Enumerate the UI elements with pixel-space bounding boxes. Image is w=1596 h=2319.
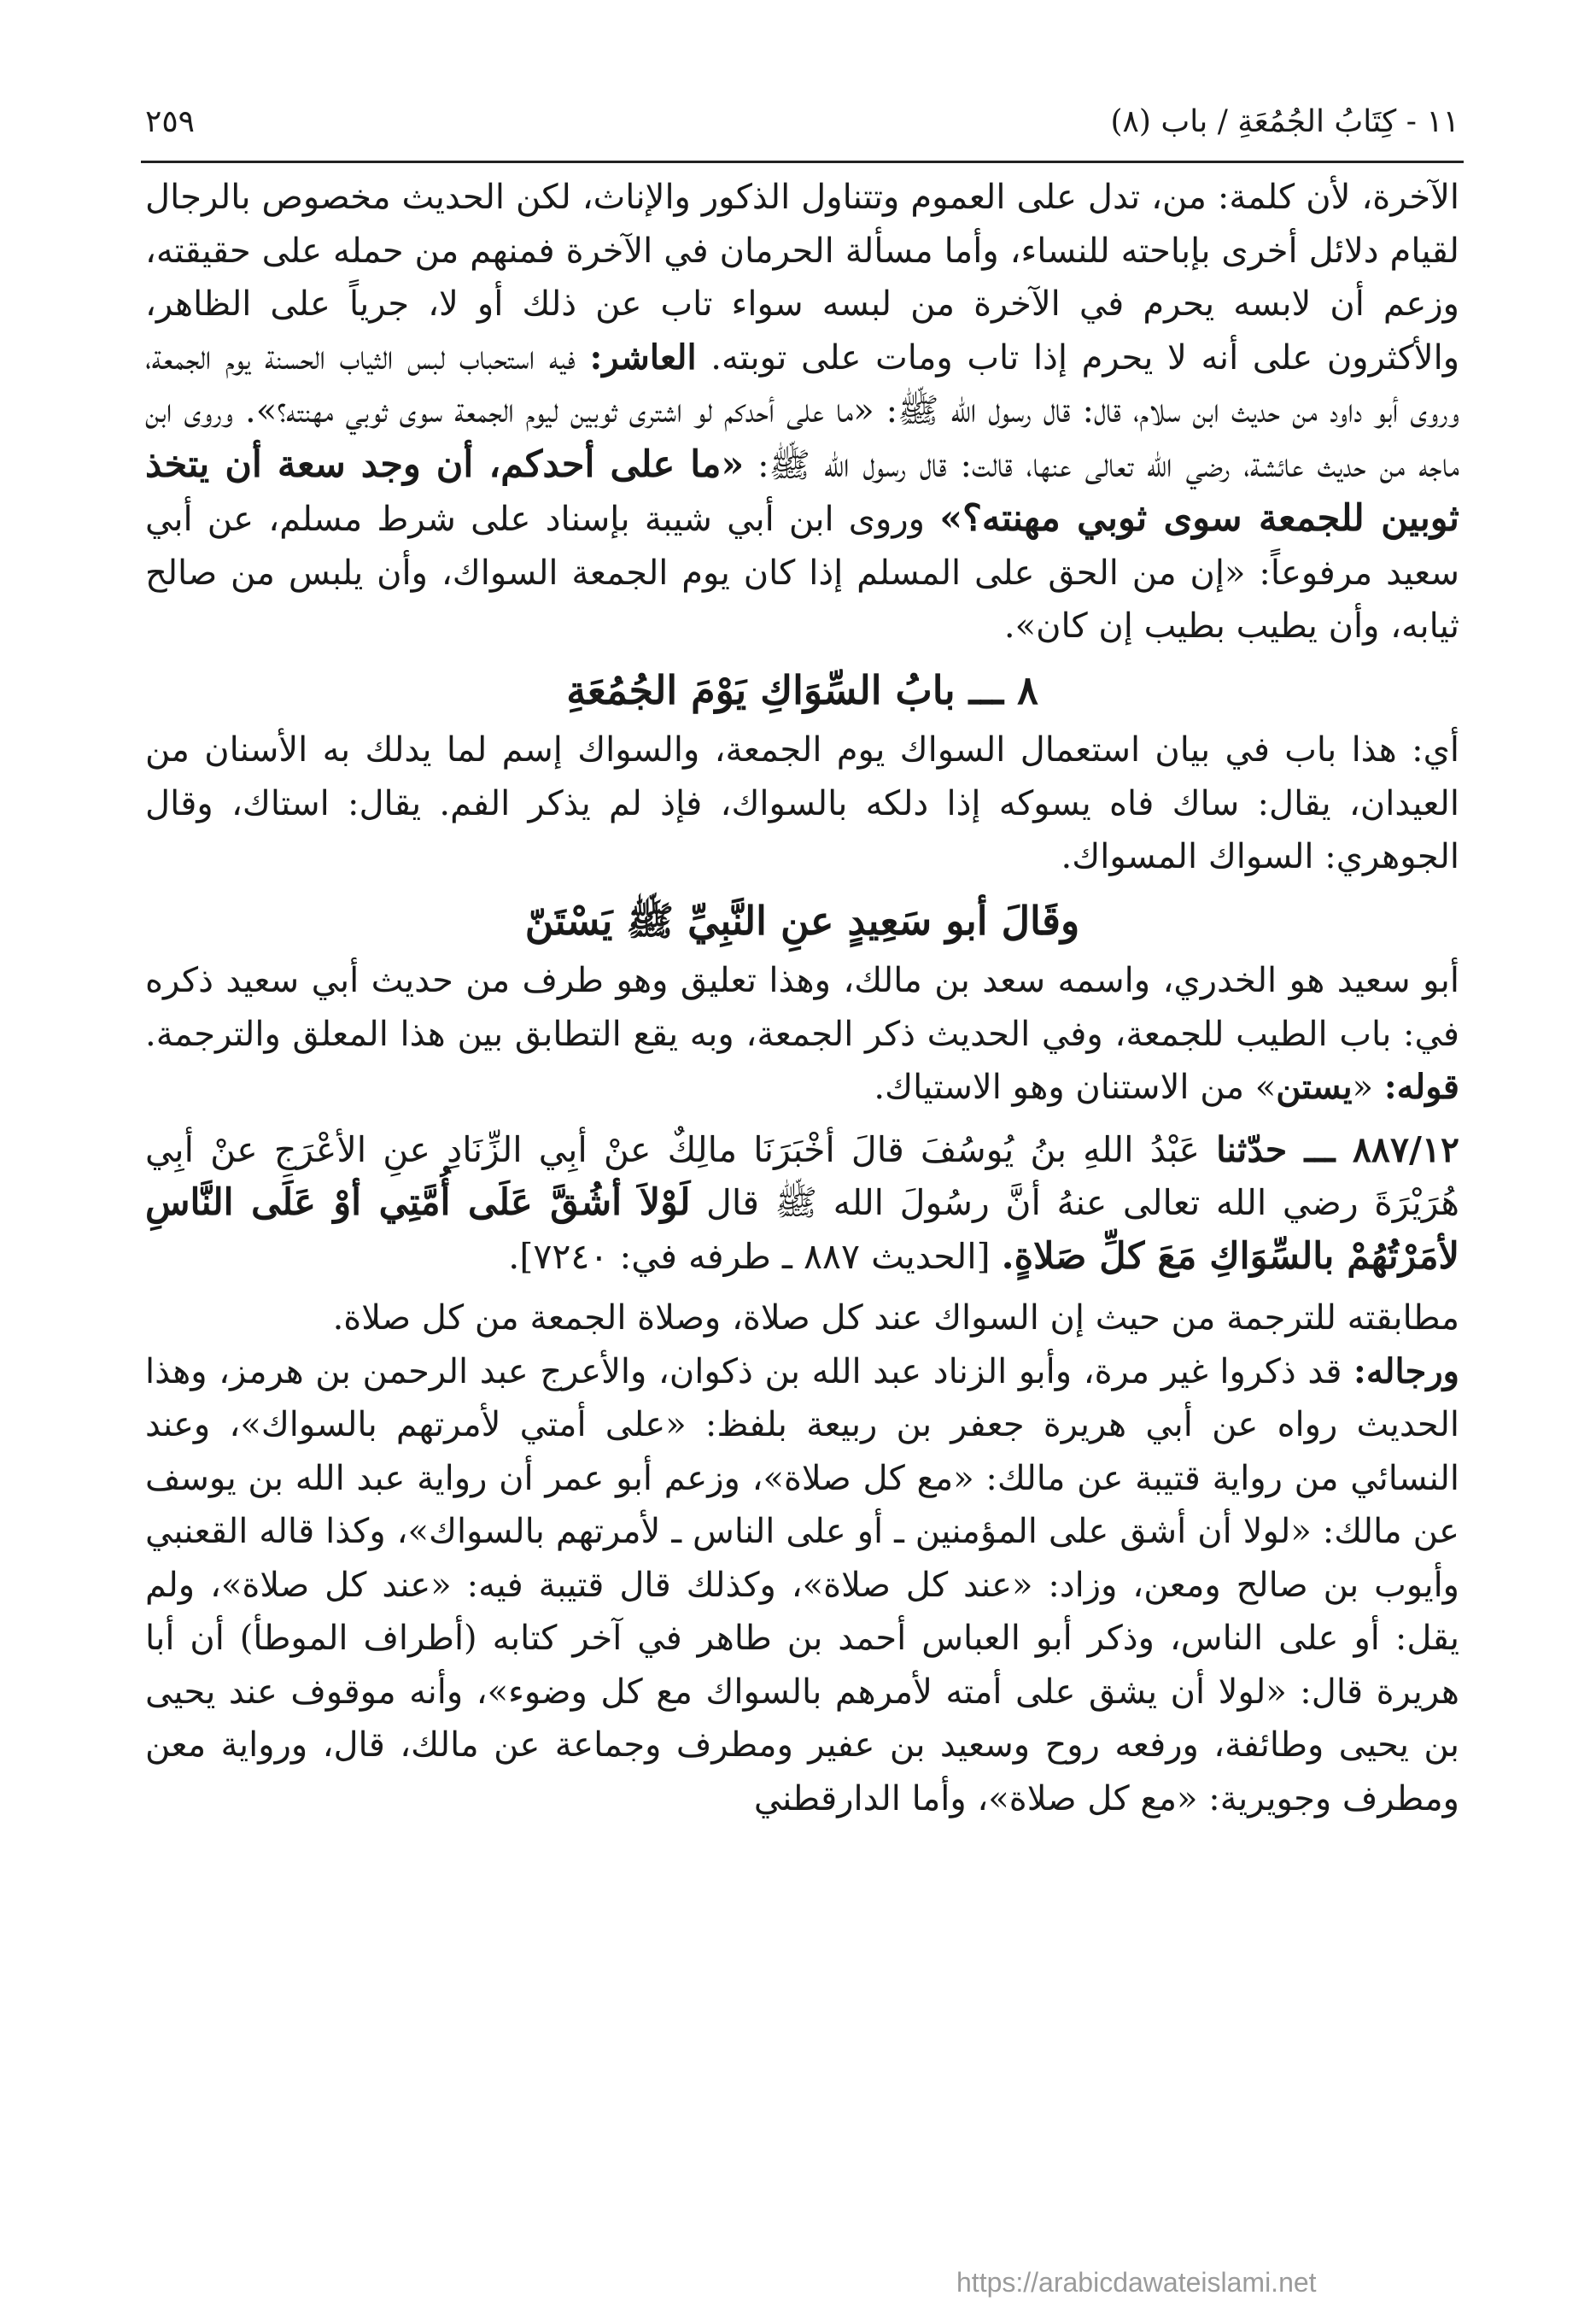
text-run: فيه استحباب لبس الثياب الحسنة يوم الجمعة، وروى أبو داود من حديث ابن سلام، قال: قال رسول الله ﷺ: «ما على أحدكم لو اشترى ثوبين ليوم الجمعة سوى ثوبي مهنته؟». وروى ابن ماجه من حديث عائشة، رضي الله تعالى عنها، قالت: قال رسول الله ﷺ: [145, 337, 1459, 485]
header-divider [141, 161, 1464, 163]
website-watermark: https://arabicdawateislami.net [956, 2267, 1317, 2298]
text-run: « [1352, 1068, 1384, 1107]
hadith-matn: لَوْلاَ أشُقَّ عَلَى أُمَّتِي أوْ عَلَى النَّاسِ لأمَرْتُهُمْ بالسِّوَاكِ مَعَ كلِّ صَلاةٍ. [145, 1181, 1459, 1278]
hadith-number: ٨٨٧/١٢ ـــ حدّثنا [1216, 1128, 1459, 1170]
paragraph-narrators [145, 1345, 1459, 1826]
main-text [145, 171, 1459, 1825]
narrators-label: ورجاله: [1353, 1350, 1459, 1391]
text-run: قد ذكروا غير مرة، وأبو الزناد عبد الله بن ذكوان، والأعرج عبد الرحمن بن هرمز، وهذا الحديث رواه عن أبي هريرة جعفر بن ربيعة بلفظ: «على أمتي لأمرتهم بالسواك»، وعند النسائي من رواية قتيبة عن مالك: «مع كل صلاة»، وزعم أبو عمر أن رواية عبد الله بن يوسف عن مالك: «لولا أن أشق على المؤمنين ـ أو على الناس ـ لأمرتهم بالسواك»، وكذا قاله القعنبي وأيوب بن صالح ومعن، وزاد: «عند كل صلاة»، وكذلك قال قتيبة فيه: «عند كل صلاة»، ولم يقل: أو على الناس، وذكر أبو العباس أحمد بن طاهر في آخر كتابه (أطراف الموطأ) أن أبا هريرة قال: «لولا أن يشق على أمته لأمرهم بالسواك مع كل وضوء»، وأنه موقوف عند يحيى بن يحيى وطائفة، ورفعه روح وسعيد بن عفير ومطرف وجماعة عن مالك، قال، ورواية معن ومطرف وجويرية: «مع كل صلاة»، وأما الدارقطني [145, 1351, 1460, 1818]
hadith-text [145, 1123, 1459, 1284]
bold-hadith-quote: «ما على أحدكم، أن وجد سعة أن يتخذ ثوبين للجمعة سوى ثوبي مهنته؟» [145, 442, 1459, 540]
text-run: » من الاستنان وهو الاستياك. [874, 1068, 1277, 1107]
text-run: الآخرة، لأن كلمة: من، تدل على العموم وتتناول الذكور والإناث، لكن الحديث مخصوص بالرجال لقيام دلائل أخرى بإباحته للنساء، وأما مسألة الحرمان في الآخرة فمنهم من حمله على حقيقته، وزعم أن لابسه يحرم في الآخرة من لبسه سواء تاب عن ذلك أو لا، جرياً على الظاهر، والأكثرون على أنه لا يحرم إذا تاب ومات على توبته. [145, 178, 1460, 378]
mualaq-heading: وقَالَ أبو سَعِيدٍ عنِ النَّبِيِّ ﷺ يَسْتَنّ [524, 897, 1080, 944]
page-number: ٢٥٩ [145, 103, 196, 139]
running-title: ١١ - كِتَابُ الجُمُعَةِ / باب (٨) [1110, 103, 1459, 139]
hadith-reference: [الحديث ٨٨٧ ـ طرفه في: ٧٢٤٠]. [508, 1235, 1002, 1277]
text-run: أبو سعيد هو الخدري، واسمه سعد بن مالك، وهذا تعليق وهو طرف من حديث أبي سعيد ذكره في: باب الطيب للجمعة، وفي الحديث ذكر الجمعة، وبه يقع التطابق بين هذا المعلق والترجمة. [145, 961, 1459, 1054]
text-run: وروى ابن أبي شيبة بإسناد على شرط مسلم، عن أبي سعيد مرفوعاً: «إن من الحق على المسلم إذا كان يوم الجمعة السواك، وأن يلبس من صالح ثيابه، وأن يطيب بطيب إن كان». [145, 500, 1459, 646]
paragraph-correspondence: مطابقته للترجمة من حيث إن السواك عند كل صلاة، وصلاة الجمعة من كل صلاة. [332, 1298, 1459, 1338]
hadith-isnad: عَبْدُ اللهِ بنُ يُوسُفَ قالَ أخْبَرَنَا مالِكٌ عنْ أبِي الزِّنَادِ عنِ الأعْرَجِ عنْ أبِي هُرَيْرَةَ رضي الله تعالى عنهُ أنَّ رسُولَ الله ﷺ قال [145, 1128, 1459, 1223]
paragraph-commentary-1 [145, 171, 1459, 653]
paragraph-chapter-explanation: أي: هذا باب في بيان استعمال السواك يوم الجمعة، والسواك إسم لما يدلك به الأسنان من العيدان، يقال: ساك فاه يسوكه إذا دلكه بالسواك، فإذ لم يذكر الفم. يقال: استاك، وقال الجوهري: السواك المسواك. [145, 730, 1459, 876]
point-label-tenth: العاشر: [589, 337, 697, 378]
chapter-heading: ٨ ـــ بابُ السِّوَاكِ يَوْمَ الجُمُعَةِ [566, 666, 1038, 713]
qawluhu-label: قوله: [1383, 1067, 1459, 1107]
page-header [145, 96, 1459, 147]
paragraph-mualaq-commentary [145, 954, 1459, 1115]
quoted-word: يستن [1276, 1067, 1353, 1107]
